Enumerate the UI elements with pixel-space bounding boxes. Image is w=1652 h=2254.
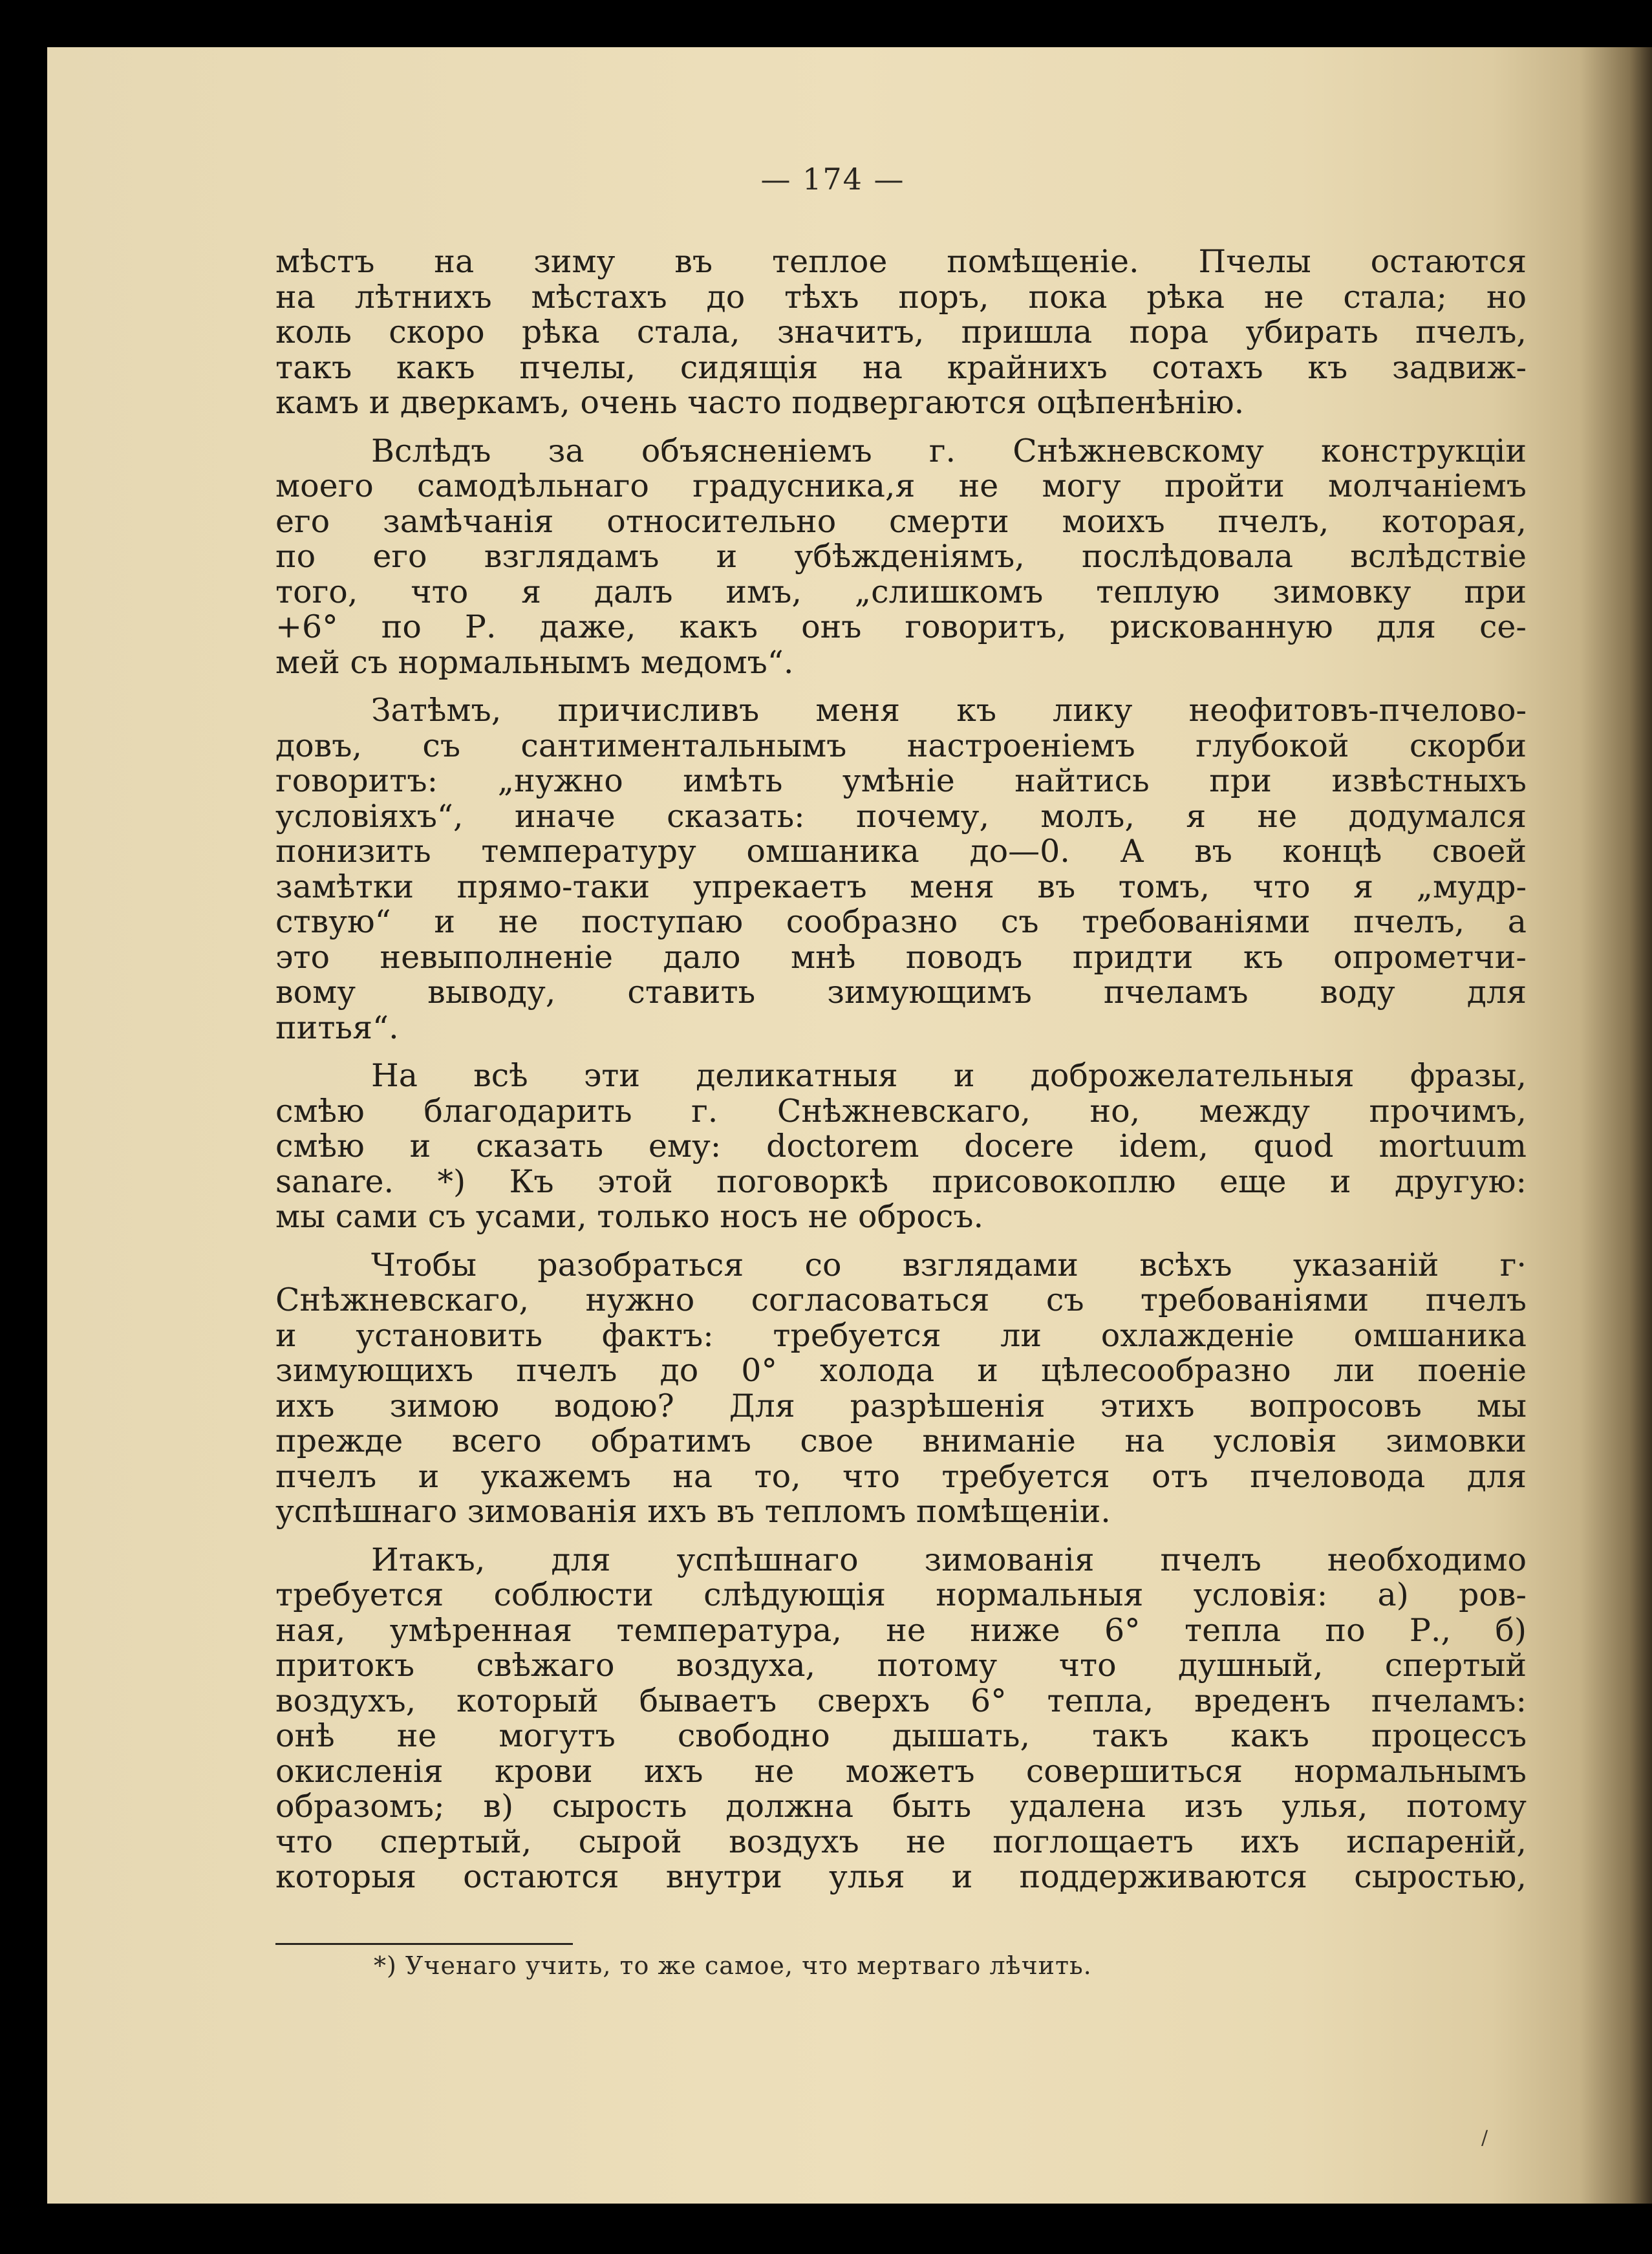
text-line: На всѣ эти деликатныя и доброжелательныя фразы, — [371, 1057, 1527, 1094]
text-line: притокъ свѣжаго воздуха, потому что душный, спертый — [275, 1647, 1527, 1684]
text-line: Снѣжневскаго, нужно согласоваться съ требованіями пчелъ — [275, 1282, 1527, 1318]
paragraph-6 — [275, 1543, 1527, 1895]
text-line: мѣстъ на зиму въ теплое помѣщеніе. Пчелы остаются — [275, 243, 1527, 280]
text-line: моего самодѣльнаго градусника,я не могу пройти молчаніемъ — [275, 467, 1527, 504]
text-line: условіяхъ“, иначе сказать: почему, молъ, я не додумался — [275, 797, 1527, 835]
text-line: говоритъ: „нужно имѣть умѣніе найтись при извѣстныхъ — [275, 762, 1527, 799]
text-line: окисленія крови ихъ не можетъ совершиться нормальнымъ — [275, 1752, 1527, 1790]
text-line: его замѣчанія относительно смерти моихъ пчелъ, которая, — [275, 502, 1527, 540]
text-line: камъ и дверкамъ, очень часто подвергаются оцѣпенѣнію. — [275, 384, 1245, 421]
text-line: вому выводу, ставить зимующимъ пчеламъ воду для — [275, 974, 1527, 1011]
body-text — [275, 244, 1527, 1908]
text-line: это невыполненіе дало мнѣ поводъ придти къ опрометчи- — [275, 938, 1527, 976]
text-line: воздухъ, который бываетъ сверхъ 6° тепла, вреденъ пчеламъ: — [275, 1682, 1527, 1719]
text-line: что спертый, сырой воздухъ не поглощаетъ ихъ испареній, — [275, 1823, 1527, 1860]
text-line: Затѣмъ, причисливъ меня къ лику неофитовъ-пчелово- — [371, 692, 1527, 729]
text-line: sanare. *) Къ этой поговоркѣ присовокоплю еще и другую: — [275, 1163, 1527, 1200]
paragraph-4 — [275, 1058, 1527, 1235]
page-number: — 174 — — [760, 162, 905, 197]
text-line: смѣю благодарить г. Снѣжневскаго, но, между прочимъ, — [275, 1092, 1527, 1130]
stray-pencil-mark: / — [1481, 2127, 1488, 2149]
footnote-divider — [275, 1943, 573, 1945]
book-page — [47, 47, 1652, 2204]
text-line: замѣтки прямо-таки упрекаетъ меня въ томъ, что я „мудр- — [275, 868, 1527, 905]
text-line: +6° по Р. даже, какъ онъ говоритъ, рискованную для се- — [275, 608, 1527, 645]
paragraph-5 — [275, 1248, 1527, 1530]
paragraph-1 — [275, 244, 1527, 421]
text-line: прежде всего обратимъ свое вниманіе на условія зимовки — [275, 1422, 1527, 1459]
text-line: пчелъ и укажемъ на то, что требуется отъ пчеловода для — [275, 1457, 1527, 1495]
paragraph-3 — [275, 693, 1527, 1046]
text-line: образомъ; в) сырость должна быть удалена изъ улья, потому — [275, 1788, 1527, 1825]
text-line: смѣю и сказать ему: doctorem docere idem, quod mortuum — [275, 1128, 1527, 1165]
text-line: по его взглядамъ и убѣжденіямъ, послѣдовала вслѣдствіе — [275, 538, 1527, 575]
text-line: мы сами съ усами, только носъ не оброcъ. — [275, 1198, 984, 1235]
text-line: и установить фактъ: требуется ли охлажденіе омшаника — [275, 1316, 1527, 1354]
text-line: Итакъ, для успѣшнаго зимованія пчелъ необходимо — [371, 1541, 1527, 1578]
text-line: Вслѣдъ за объясненіемъ г. Снѣжневскому конструкціи — [371, 432, 1527, 469]
text-line: ная, умѣренная температура, не ниже 6° тепла по Р., б) — [275, 1611, 1527, 1649]
text-line: Чтобы разобраться со взглядами всѣхъ указаній г· — [371, 1246, 1527, 1283]
text-line: на лѣтнихъ мѣстахъ до тѣхъ поръ, пока рѣка не стала; но — [275, 278, 1527, 316]
text-line: успѣшнаго зимованія ихъ въ тепломъ помѣщеніи. — [275, 1493, 1111, 1530]
footnote: *) Ученаго учить, то же самое, что мертваго лѣчить. — [374, 1951, 1092, 1980]
text-line: понизить температуру омшаника до—0. А въ концѣ своей — [275, 833, 1527, 870]
text-line: требуется соблюсти слѣдующія нормальныя условія: а) ров- — [275, 1576, 1527, 1613]
text-line: мей съ нормальнымъ медомъ“. — [275, 643, 794, 681]
text-line: которыя остаются внутри улья и поддерживаются сыростью, — [275, 1858, 1527, 1895]
text-line: онѣ не могутъ свободно дышать, такъ какъ процессъ — [275, 1717, 1527, 1754]
text-line: зимующихъ пчелъ до 0° холода и цѣлесообразно ли поеніе — [275, 1352, 1527, 1389]
text-line: ствую“ и не поступаю сообразно съ требованіями пчелъ, а — [275, 903, 1527, 940]
text-line: ихъ зимою водою? Для разрѣшенія этихъ вопросовъ мы — [275, 1387, 1527, 1424]
text-line: того, что я далъ имъ, „слишкомъ теплую зимовку при — [275, 573, 1527, 610]
text-line: такъ какъ пчелы, сидящія на крайнихъ сотахъ къ задвиж- — [275, 349, 1527, 386]
text-line: довъ, съ сантиментальнымъ настроеніемъ глубокой скорби — [275, 727, 1527, 764]
paragraph-2 — [275, 434, 1527, 681]
text-line: коль скоро рѣка стала, значитъ, пришла пора убирать пчелъ, — [275, 314, 1527, 350]
text-line: питья“. — [275, 1009, 399, 1046]
